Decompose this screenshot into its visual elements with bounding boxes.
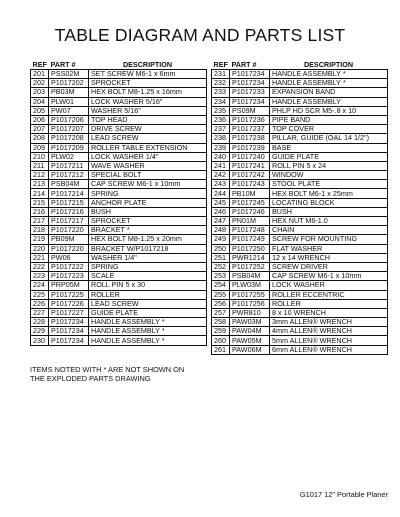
description-cell: WINDOW — [270, 171, 388, 180]
part-number-cell: P1017209 — [49, 143, 89, 152]
description-cell: CHAIN — [270, 226, 388, 235]
table-row — [31, 308, 207, 317]
description-cell: CAP SCREW M6-1 x 10mm — [270, 272, 388, 281]
description-cell: SPRING — [89, 189, 207, 198]
ref-cell: 244 — [212, 189, 230, 198]
description-cell: HANDLE ASSEMBLY — [270, 97, 388, 106]
description-cell: HEX NUT M6-1.0 — [270, 217, 388, 226]
page-footer: G1017 12" Portable Planer — [299, 490, 388, 499]
table-row — [31, 281, 207, 290]
table-row — [212, 79, 388, 88]
table-row — [212, 244, 388, 253]
table-row — [212, 97, 388, 106]
description-cell: ROLLER — [270, 299, 388, 308]
part-number-cell: P1017252 — [230, 262, 270, 271]
part-number-cell: PLW03M — [230, 281, 270, 290]
description-cell: LOCATING BLOCK — [270, 198, 388, 207]
ref-cell: 246 — [212, 207, 230, 216]
table-header-row — [212, 60, 388, 70]
part-number-cell: P1017214 — [49, 189, 89, 198]
footnote — [30, 365, 184, 383]
part-number-cell: PAW03M — [230, 318, 270, 327]
description-cell: HEX BOLT M8-1.25 x 20mm — [89, 235, 207, 244]
part-number-cell: P1017225 — [49, 290, 89, 299]
part-number-cell: PW06 — [49, 253, 89, 262]
ref-cell: 203 — [31, 88, 49, 97]
description-cell: TOP HEAD — [89, 115, 207, 124]
description-cell: HANDLE ASSEMBLY * — [89, 327, 207, 336]
table-row — [212, 262, 388, 271]
ref-cell: 239 — [212, 143, 230, 152]
table-row — [31, 217, 207, 226]
table-row — [31, 198, 207, 207]
part-number-cell: P1017246 — [230, 207, 270, 216]
part-number-cell: P1017245 — [230, 198, 270, 207]
table-row — [212, 161, 388, 170]
table-row — [31, 180, 207, 189]
part-header: PART # — [230, 60, 270, 70]
ref-cell: 247 — [212, 217, 230, 226]
description-cell: ROLLER TABLE EXTENSION — [89, 143, 207, 152]
table-row — [31, 235, 207, 244]
table-row — [212, 336, 388, 345]
part-number-cell: P1017248 — [230, 226, 270, 235]
table-row — [31, 226, 207, 235]
description-cell: LOCK WASHER 1/4" — [89, 152, 207, 161]
table-row — [31, 97, 207, 106]
table-row — [31, 336, 207, 345]
ref-cell: 226 — [31, 299, 49, 308]
ref-cell: 201 — [31, 70, 49, 79]
description-header: DESCRIPTION — [89, 60, 207, 70]
description-cell: FLAT WASHER — [270, 244, 388, 253]
table-row — [31, 161, 207, 170]
table-row — [31, 189, 207, 198]
ref-cell: 260 — [212, 336, 230, 345]
description-cell: ROLLER — [89, 290, 207, 299]
part-number-cell: P1017237 — [230, 125, 270, 134]
ref-cell: 245 — [212, 198, 230, 207]
ref-cell: 257 — [212, 308, 230, 317]
description-cell: SPROCKET — [89, 217, 207, 226]
description-cell: BUSH — [89, 207, 207, 216]
description-cell: 8 x 10 WRENCH — [270, 308, 388, 317]
part-number-cell: P1017226 — [49, 299, 89, 308]
ref-cell: 213 — [31, 180, 49, 189]
table-row — [212, 189, 388, 198]
ref-cell: 237 — [212, 125, 230, 134]
part-number-cell: P1017234 — [230, 70, 270, 79]
table-row — [31, 272, 207, 281]
description-cell: HEX BOLT M8-1.25 x 16mm — [89, 88, 207, 97]
description-cell: PILLAR, GUIDE (OAL 14 1/2") — [270, 134, 388, 143]
part-number-cell: P1017234 — [230, 79, 270, 88]
ref-cell: 255 — [212, 290, 230, 299]
part-number-cell: P1017234 — [49, 327, 89, 336]
table-row — [31, 318, 207, 327]
part-number-cell: P1017234 — [49, 336, 89, 345]
ref-header: REF — [32, 59, 47, 69]
table-row — [212, 134, 388, 143]
description-cell: WAVE WASHER — [89, 161, 207, 170]
ref-cell: 241 — [212, 161, 230, 170]
part-number-cell: P1017220 — [49, 226, 89, 235]
part-number-cell: P1017212 — [49, 171, 89, 180]
parts-table-left — [30, 60, 207, 346]
description-cell: SCREW FOR MOUNTING — [270, 235, 388, 244]
description-cell: 5mm ALLEN® WRENCH — [270, 336, 388, 345]
description-cell: ROLL PIN 5 x 24 — [270, 161, 388, 170]
description-cell: BRACKET W/P1017218 — [89, 244, 207, 253]
ref-cell: 243 — [212, 180, 230, 189]
table-row — [31, 125, 207, 134]
description-cell: GUIDE PLATE — [270, 152, 388, 161]
table-row — [212, 318, 388, 327]
part-number-cell: P1017234 — [49, 318, 89, 327]
part-number-cell: PLW02 — [49, 152, 89, 161]
part-number-cell: P1017250 — [230, 244, 270, 253]
part-number-cell: PW07 — [49, 106, 89, 115]
description-cell: ROLLER ECCENTRIC — [270, 290, 388, 299]
description-cell: 3mm ALLEN® WRENCH — [270, 318, 388, 327]
part-number-cell: P1017222 — [49, 262, 89, 271]
ref-cell: 230 — [31, 336, 49, 345]
part-number-cell: PN01M — [230, 217, 270, 226]
ref-cell: 256 — [212, 299, 230, 308]
description-cell: ROLL PIN 5 x 30 — [89, 281, 207, 290]
ref-cell: 224 — [31, 281, 49, 290]
part-number-cell: P1017243 — [230, 180, 270, 189]
table-row — [212, 143, 388, 152]
description-cell: 4mm ALLEN® WRENCH — [270, 327, 388, 336]
table-row — [212, 272, 388, 281]
ref-cell: 252 — [212, 262, 230, 271]
ref-cell: 217 — [31, 217, 49, 226]
table-row — [212, 88, 388, 97]
description-cell: GUIDE PLATE — [89, 308, 207, 317]
table-header-row — [31, 60, 207, 70]
ref-cell: 235 — [212, 106, 230, 115]
table-row — [31, 79, 207, 88]
part-number-cell: P1017217 — [49, 217, 89, 226]
description-cell: BUSH — [270, 207, 388, 216]
table-row — [212, 106, 388, 115]
ref-cell: 220 — [31, 244, 49, 253]
ref-cell: 231 — [212, 70, 230, 79]
ref-cell: 238 — [212, 134, 230, 143]
ref-header: REF — [213, 59, 228, 69]
ref-cell: 208 — [31, 134, 49, 143]
description-cell: DRIVE SCREW — [89, 125, 207, 134]
table-row — [212, 70, 388, 79]
description-cell: SPROCKET — [89, 79, 207, 88]
table-row — [31, 207, 207, 216]
part-number-cell: P1017220 — [49, 244, 89, 253]
part-number-cell: P1017211 — [49, 161, 89, 170]
part-number-cell: P1017215 — [49, 198, 89, 207]
table-row — [212, 299, 388, 308]
ref-cell: 253 — [212, 272, 230, 281]
description-cell: SPECIAL BOLT — [89, 171, 207, 180]
ref-cell: 211 — [31, 161, 49, 170]
description-cell: HANDLE ASSEMBLY * — [270, 70, 388, 79]
footnote-line: ITEMS NOTED WITH * ARE NOT SHOWN ON — [30, 365, 185, 374]
table-row — [31, 88, 207, 97]
ref-cell: 206 — [31, 115, 49, 124]
table-row — [212, 171, 388, 180]
description-cell: LOCK WASHER 5/16" — [89, 97, 207, 106]
parts-table-right-body — [212, 70, 388, 355]
table-row — [31, 299, 207, 308]
ref-cell: 234 — [212, 97, 230, 106]
table-row — [31, 262, 207, 271]
part-number-cell: P1017208 — [49, 134, 89, 143]
description-cell: HEX BOLT M6-1 x 25mm — [270, 189, 388, 198]
part-number-cell: PRP05M — [49, 281, 89, 290]
table-row — [212, 327, 388, 336]
table-row — [31, 327, 207, 336]
description-cell: SCREW DRIVER — [270, 262, 388, 271]
ref-cell: 233 — [212, 88, 230, 97]
ref-cell: 204 — [31, 97, 49, 106]
part-number-cell: P1017255 — [230, 290, 270, 299]
page-title: TABLE DIAGRAM AND PARTS LIST — [54, 25, 346, 45]
description-cell: HANDLE ASSEMBLY * — [89, 318, 207, 327]
description-cell: PHLP HD SCR M5-.8 x 10 — [270, 106, 388, 115]
part-number-cell: P1017236 — [230, 115, 270, 124]
footnote-line: THE EXPLODED PARTS DRAWING — [30, 374, 151, 383]
ref-cell: 229 — [31, 327, 49, 336]
ref-cell: 205 — [31, 106, 49, 115]
ref-cell: 221 — [31, 253, 49, 262]
ref-cell: 215 — [31, 198, 49, 207]
ref-cell: 207 — [31, 125, 49, 134]
part-number-cell: PB10M — [230, 189, 270, 198]
part-number-cell: PS09M — [230, 106, 270, 115]
part-number-cell: P1017223 — [49, 272, 89, 281]
description-cell: BASE — [270, 143, 388, 152]
table-row — [31, 70, 207, 79]
part-number-cell: P1017233 — [230, 88, 270, 97]
table-row — [212, 207, 388, 216]
description-cell: CAP SCREW M6-1 x 10mm — [89, 180, 207, 189]
description-cell: TOP COVER — [270, 125, 388, 134]
description-cell: STOOL PLATE — [270, 180, 388, 189]
part-number-cell: PLW01 — [49, 97, 89, 106]
description-header: DESCRIPTION — [270, 60, 388, 70]
part-number-cell: P1017249 — [230, 235, 270, 244]
table-row — [212, 180, 388, 189]
part-number-cell: PSS02M — [49, 70, 89, 79]
ref-cell: 209 — [31, 143, 49, 152]
ref-cell: 202 — [31, 79, 49, 88]
part-number-cell: PB09M — [49, 235, 89, 244]
ref-cell: 227 — [31, 308, 49, 317]
table-row — [212, 235, 388, 244]
part-number-cell: P1017240 — [230, 152, 270, 161]
ref-cell: 222 — [31, 262, 49, 271]
description-cell: HANDLE ASSEMBLY * — [89, 336, 207, 345]
part-number-cell: PSB04M — [230, 272, 270, 281]
table-row — [31, 244, 207, 253]
table-row — [212, 125, 388, 134]
table-row — [212, 253, 388, 262]
part-number-cell: PAW04M — [230, 327, 270, 336]
description-cell: SPRING — [89, 262, 207, 271]
part-number-cell: P1017238 — [230, 134, 270, 143]
description-cell: LOCK WASHER — [270, 281, 388, 290]
ref-cell: 214 — [31, 189, 49, 198]
ref-cell: 232 — [212, 79, 230, 88]
description-cell: SET SCREW M6-1 x 6mm — [89, 70, 207, 79]
description-cell: HANDLE ASSEMBLY * — [270, 79, 388, 88]
table-row — [31, 143, 207, 152]
part-number-cell: P1017239 — [230, 143, 270, 152]
table-row — [212, 226, 388, 235]
table-row — [212, 152, 388, 161]
ref-cell: 251 — [212, 253, 230, 262]
description-cell: 12 x 14 WRENCH — [270, 253, 388, 262]
description-cell: LEAD SCREW — [89, 134, 207, 143]
table-row — [212, 345, 388, 354]
ref-cell: 261 — [212, 345, 230, 354]
ref-cell: 248 — [212, 226, 230, 235]
ref-cell: 218 — [31, 226, 49, 235]
table-row — [212, 217, 388, 226]
table-row — [31, 115, 207, 124]
description-cell: SCALE — [89, 272, 207, 281]
ref-cell: 242 — [212, 171, 230, 180]
table-row — [31, 171, 207, 180]
part-number-cell: PAW06M — [230, 345, 270, 354]
part-number-cell: P1017234 — [230, 97, 270, 106]
description-cell: PIPE BAND — [270, 115, 388, 124]
part-number-cell: P1017241 — [230, 161, 270, 170]
table-row — [31, 290, 207, 299]
table-row — [212, 281, 388, 290]
part-number-cell: PB03M — [49, 88, 89, 97]
table-row — [212, 308, 388, 317]
part-number-cell: P1017242 — [230, 171, 270, 180]
ref-cell: 250 — [212, 244, 230, 253]
parts-table-left-body — [31, 70, 207, 346]
description-cell: LEAD SCREW — [89, 299, 207, 308]
table-row — [212, 115, 388, 124]
table-row — [31, 106, 207, 115]
table-row — [31, 152, 207, 161]
part-header: PART # — [49, 60, 89, 70]
description-cell: ANCHOR PLATE — [89, 198, 207, 207]
description-cell: WASHER 1/4" — [89, 253, 207, 262]
part-number-cell: PAW05M — [230, 336, 270, 345]
ref-cell: 219 — [31, 235, 49, 244]
part-number-cell: P1017202 — [49, 79, 89, 88]
ref-cell: 259 — [212, 327, 230, 336]
ref-cell: 225 — [31, 290, 49, 299]
ref-cell: 258 — [212, 318, 230, 327]
description-cell: WASHER 5/16" — [89, 106, 207, 115]
part-number-cell: P1017206 — [49, 115, 89, 124]
ref-cell: 249 — [212, 235, 230, 244]
part-number-cell: PSB04M — [49, 180, 89, 189]
part-number-cell: PWR810 — [230, 308, 270, 317]
parts-table-right — [211, 60, 388, 355]
description-cell: BRACKET * — [89, 226, 207, 235]
description-cell: EXPANSION BAND — [270, 88, 388, 97]
ref-cell: 212 — [31, 171, 49, 180]
ref-cell: 223 — [31, 272, 49, 281]
part-number-cell: P1017256 — [230, 299, 270, 308]
table-row — [212, 290, 388, 299]
description-cell: 6mm ALLEN® WRENCH — [270, 345, 388, 354]
ref-cell: 228 — [31, 318, 49, 327]
ref-cell: 236 — [212, 115, 230, 124]
part-number-cell: P1017216 — [49, 207, 89, 216]
part-number-cell: P1017227 — [49, 308, 89, 317]
table-row — [31, 134, 207, 143]
ref-cell: 216 — [31, 207, 49, 216]
ref-cell: 210 — [31, 152, 49, 161]
ref-cell: 240 — [212, 152, 230, 161]
part-number-cell: P1017207 — [49, 125, 89, 134]
part-number-cell: PWR1214 — [230, 253, 270, 262]
table-row — [31, 253, 207, 262]
ref-cell: 254 — [212, 281, 230, 290]
table-row — [212, 198, 388, 207]
